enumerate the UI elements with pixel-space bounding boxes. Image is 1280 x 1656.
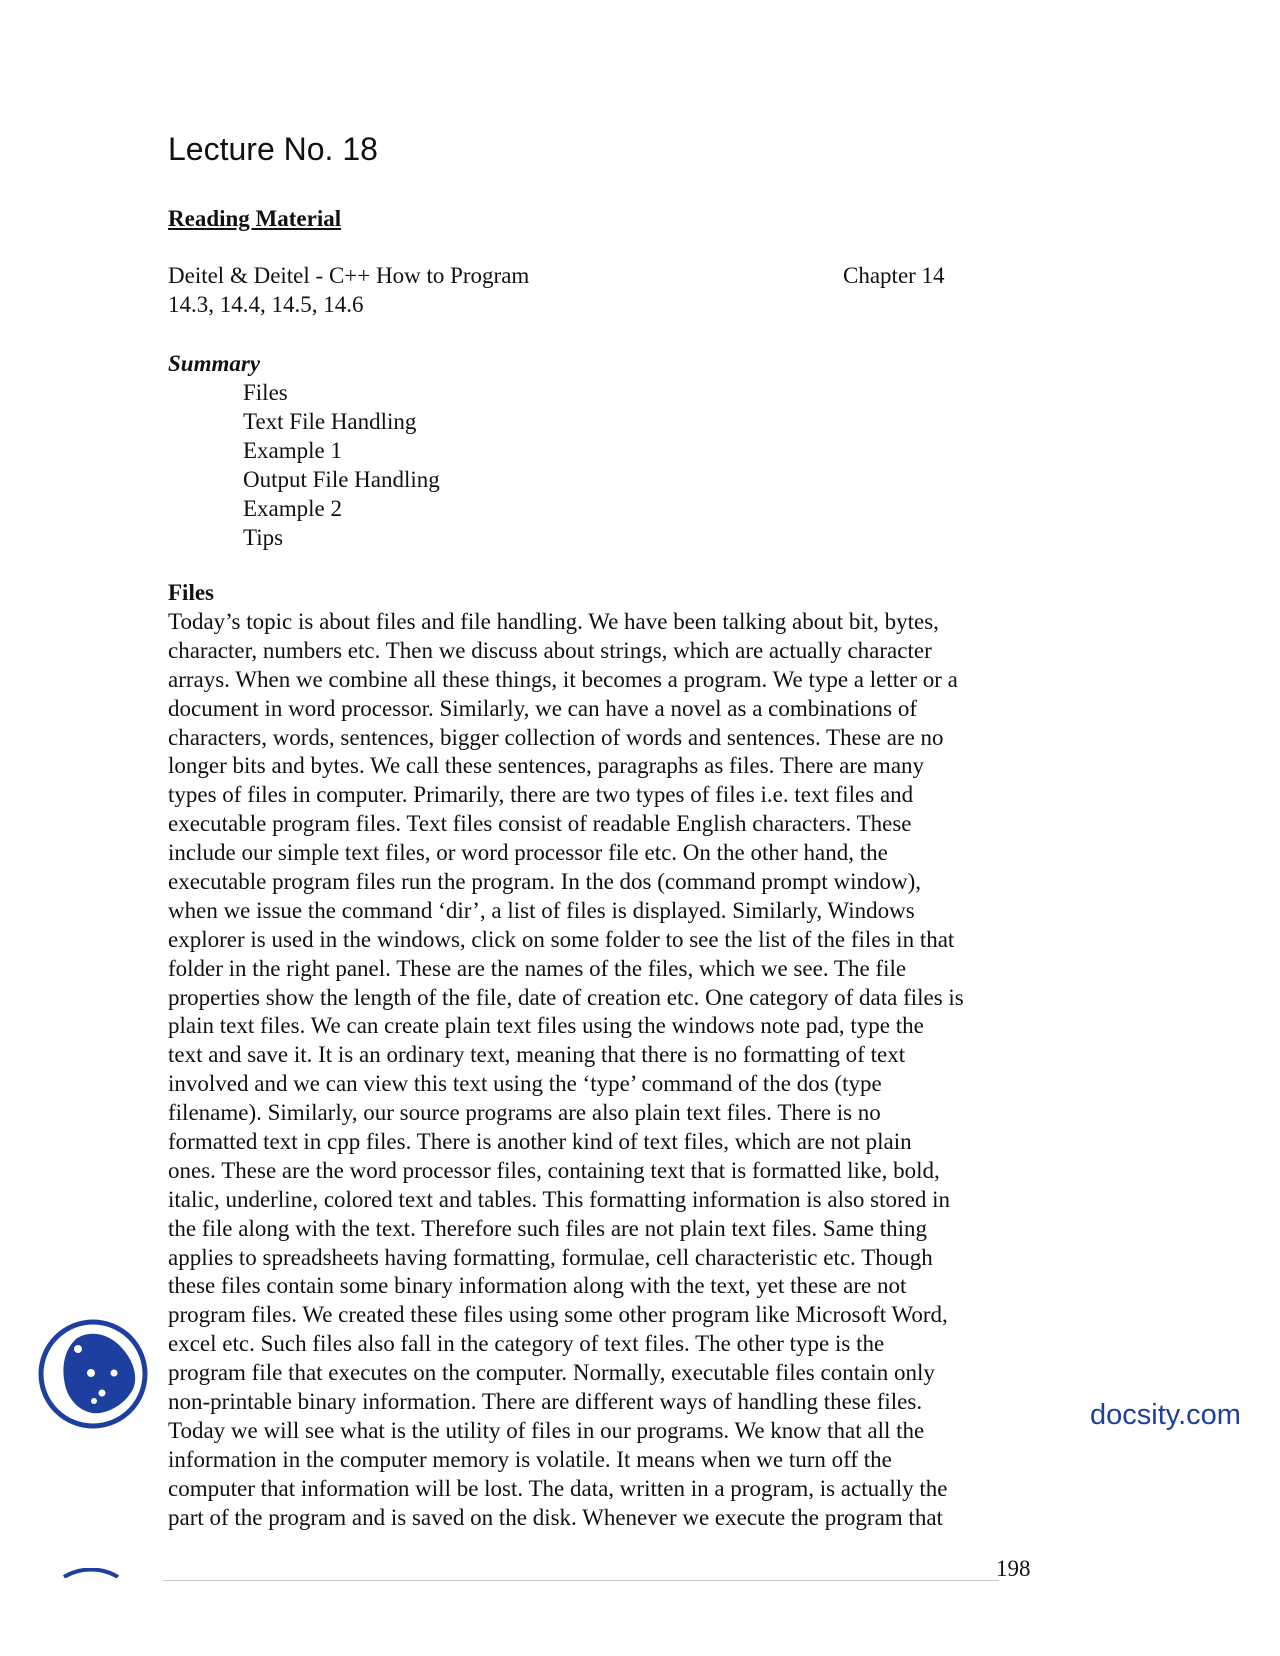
summary-heading: Summary bbox=[168, 351, 261, 376]
paragraph-line: include our simple text files, or word processor file etc. On the other hand, the bbox=[168, 840, 888, 866]
reference-book: Deitel & Deitel - C++ How to Program bbox=[168, 263, 530, 288]
paragraph-line: executable program files run the program. In the dos (command prompt window), bbox=[168, 869, 922, 895]
paragraph-line: filename). Similarly, our source programs are also plain text files. There is no bbox=[168, 1100, 881, 1126]
paragraph-line: text and save it. It is an ordinary text, meaning that there is no formatting of text bbox=[168, 1042, 906, 1068]
summary-item: Example 2 bbox=[243, 496, 342, 521]
lecture-title: Lecture No. 18 bbox=[168, 131, 378, 167]
paragraph-line: involved and we can view this text using the ‘type’ command of the dos (type bbox=[168, 1071, 882, 1097]
paragraph-line: Today we will see what is the utility of files in our programs. We know that all the bbox=[168, 1417, 925, 1443]
files-heading: Files bbox=[168, 580, 214, 605]
paragraph-line: executable program files. Text files consist of readable English characters. These bbox=[168, 811, 912, 837]
paragraph-line: program file that executes on the computer. Normally, executable files contain only bbox=[168, 1360, 935, 1386]
paragraph-line: these files contain some binary information along with the text, yet these are not bbox=[168, 1273, 907, 1299]
summary-item: Text File Handling bbox=[243, 409, 417, 434]
paragraph-line: computer that information will be lost. The data, written in a program, is actually the bbox=[168, 1475, 948, 1501]
paragraph-line: folder in the right panel. These are the names of the files, which we see. The file bbox=[168, 955, 907, 981]
paragraph-line: non-printable binary information. There are different ways of handling these files. bbox=[168, 1389, 923, 1415]
paragraph-line: ones. These are the word processor files, containing text that is formatted like, bold, bbox=[168, 1157, 940, 1183]
page-number: 198 bbox=[996, 1556, 1031, 1581]
reference-chapter: Chapter 14 bbox=[843, 263, 945, 288]
files-paragraph bbox=[168, 608, 1048, 1533]
paragraph-line: excel etc. Such files also fall in the category of text files. The other type is the bbox=[168, 1331, 885, 1357]
paragraph-line: part of the program and is saved on the disk. Whenever we execute the program that bbox=[168, 1504, 943, 1530]
paragraph-line: program files. We created these files using some other program like Microsoft Word, bbox=[168, 1302, 948, 1328]
footer-rule bbox=[163, 1580, 999, 1581]
paragraph-line: plain text files. We can create plain text files using the windows note pad, type the bbox=[168, 1013, 924, 1039]
paragraph-line: the file along with the text. Therefore such files are not plain text files. Same thing bbox=[168, 1215, 927, 1241]
summary-item: Tips bbox=[243, 525, 284, 550]
paragraph-line: italic, underline, colored text and tables. This formatting information is also stored in bbox=[168, 1186, 951, 1212]
paragraph-line: information in the computer memory is volatile. It means when we turn off the bbox=[168, 1446, 892, 1472]
paragraph-line: character, numbers etc. Then we discuss about strings, which are actually character bbox=[168, 637, 932, 663]
docsity-logo-icon[interactable] bbox=[36, 1317, 150, 1431]
paragraph-line: applies to spreadsheets having formatting, formulae, cell characteristic etc. Though bbox=[168, 1244, 933, 1270]
paragraph-line: explorer is used in the windows, click on some folder to see the list of the files in that bbox=[168, 926, 955, 952]
paragraph-line: longer bits and bytes. We call these sentences, paragraphs as files. There are many bbox=[168, 753, 925, 779]
summary-list bbox=[243, 378, 440, 552]
paragraph-line: document in word processor. Similarly, we can have a novel as a combinations of bbox=[168, 695, 918, 721]
paragraph-line: types of files in computer. Primarily, there are two types of files i.e. text files and bbox=[168, 782, 914, 808]
reading-material-heading: Reading Material bbox=[168, 206, 342, 231]
reference-sections: 14.3, 14.4, 14.5, 14.6 bbox=[168, 292, 364, 317]
paragraph-line: when we issue the command ‘dir’, a list of files is displayed. Similarly, Windows bbox=[168, 897, 915, 923]
summary-item: Example 1 bbox=[243, 438, 342, 463]
logo-fragment-icon bbox=[62, 1568, 120, 1578]
paragraph-line: arrays. When we combine all these things, it becomes a program. We type a letter or a bbox=[168, 666, 958, 692]
paragraph-line: Today’s topic is about files and file handling. We have been talking about bit, bytes, bbox=[168, 609, 939, 634]
docsity-watermark[interactable]: docsity.com bbox=[1090, 1399, 1241, 1431]
paragraph-line: properties show the length of the file, date of creation etc. One category of data files is bbox=[168, 984, 964, 1010]
paragraph-line: characters, words, sentences, bigger collection of words and sentences. These are no bbox=[168, 724, 944, 750]
summary-item: Output File Handling bbox=[243, 467, 440, 492]
summary-item: Files bbox=[243, 380, 288, 405]
paragraph-line: formatted text in cpp files. There is another kind of text files, which are not plain bbox=[168, 1129, 912, 1155]
